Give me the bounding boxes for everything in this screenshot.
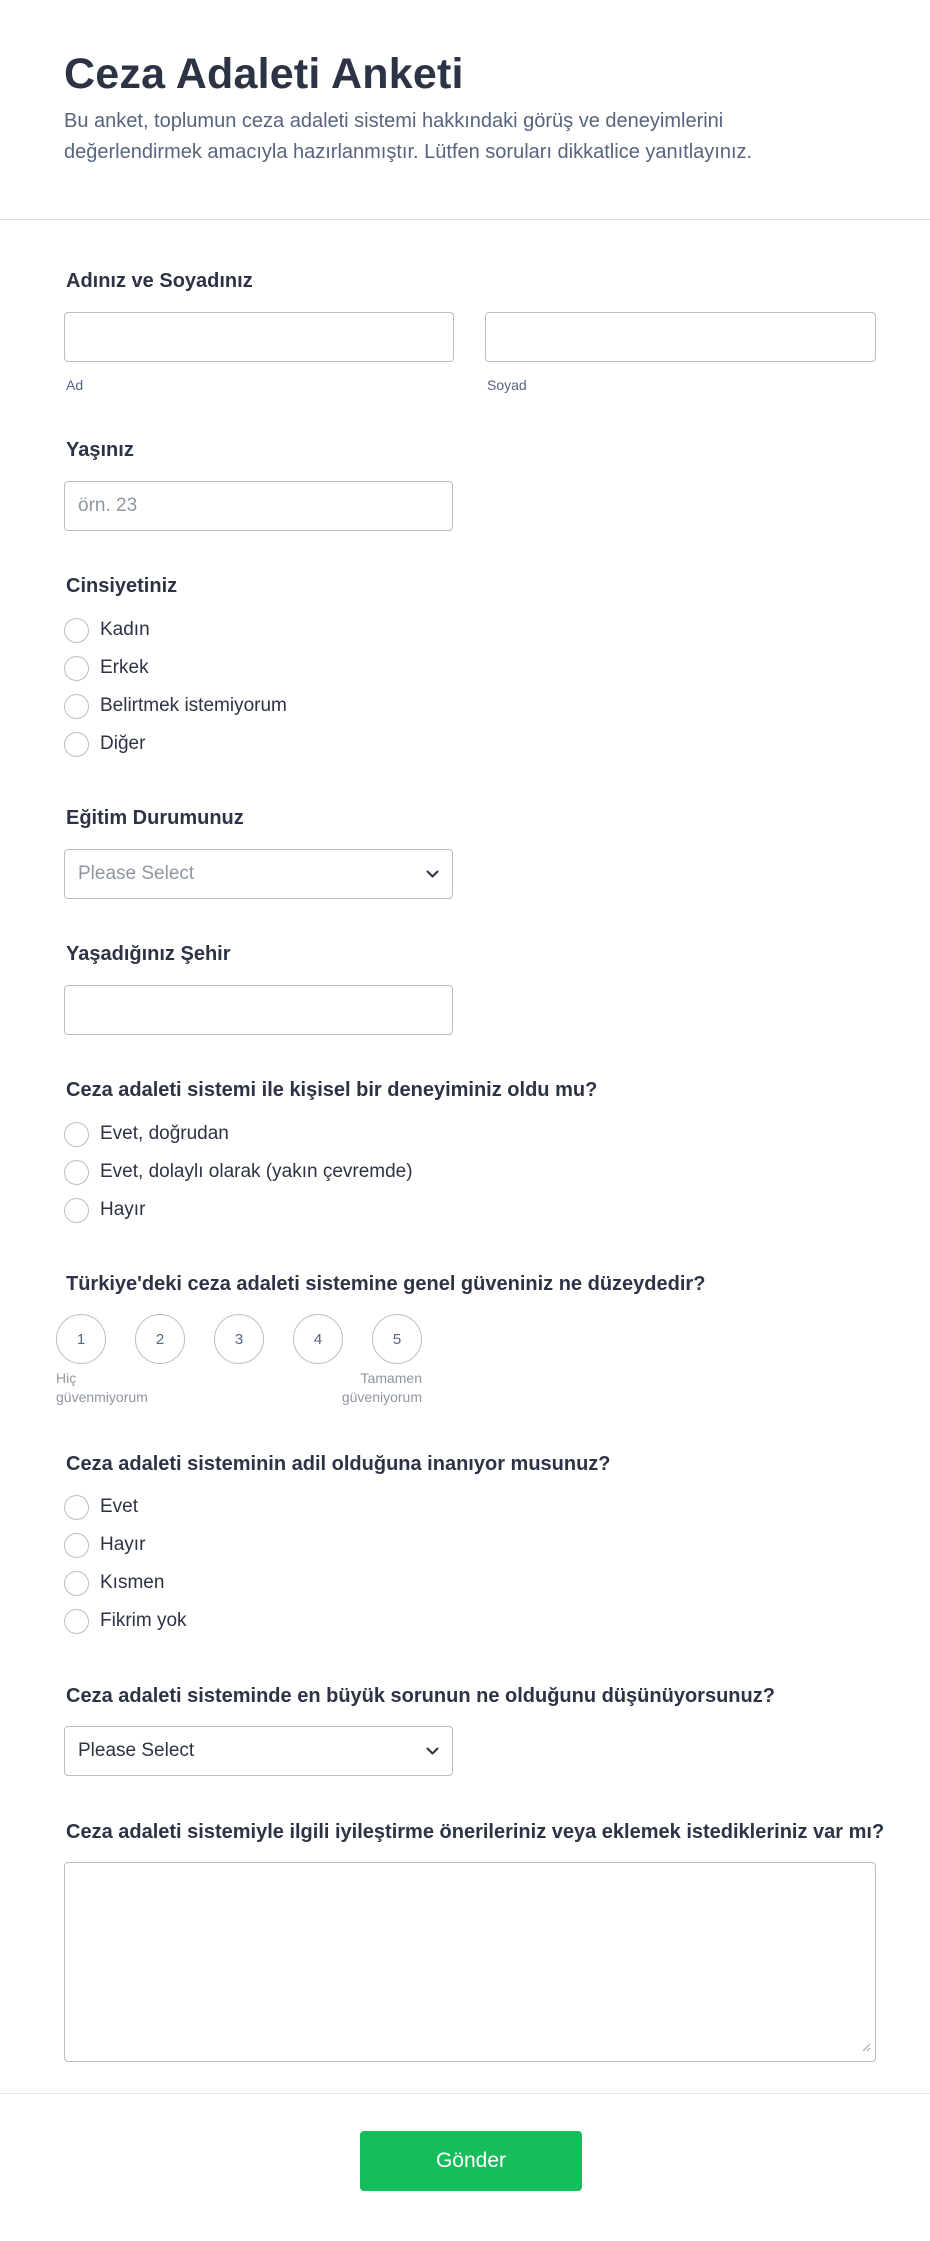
- city-input[interactable]: [64, 985, 453, 1035]
- rating-high-label-line: Tamamen: [360, 1370, 422, 1386]
- problem-question-label: Ceza adaleti sisteminde en büyük sorunun ne olduğunu düşünüyorsunuz?: [66, 1685, 775, 1707]
- radio-circle[interactable]: [64, 1533, 89, 1558]
- rating-3[interactable]: 3: [214, 1314, 264, 1364]
- age-input[interactable]: [64, 481, 453, 531]
- radio-circle[interactable]: [64, 656, 89, 681]
- fairness-option-fikrim-yok[interactable]: [64, 1608, 187, 1634]
- gender-option-belirtmek[interactable]: [64, 693, 287, 719]
- radio-label: Fikrim yok: [100, 1610, 187, 1631]
- problem-select[interactable]: [64, 1726, 453, 1776]
- fairness-question-label: Ceza adaleti sisteminin adil olduğuna inanıyor musunuz?: [66, 1453, 611, 1475]
- last-name-input[interactable]: [485, 312, 876, 362]
- radio-circle[interactable]: [64, 618, 89, 643]
- gender-option-erkek[interactable]: [64, 655, 149, 681]
- radio-circle[interactable]: [64, 1495, 89, 1520]
- radio-circle[interactable]: [64, 1122, 89, 1147]
- form-title: Ceza Adaleti Anketi: [64, 50, 464, 98]
- fairness-option-kismen[interactable]: [64, 1570, 164, 1596]
- rating-5[interactable]: 5: [372, 1314, 422, 1364]
- experience-option-no[interactable]: [64, 1197, 145, 1223]
- radio-circle[interactable]: [64, 732, 89, 757]
- age-question-label: Yaşınız: [66, 439, 134, 461]
- rating-high-label: [322, 1369, 422, 1407]
- first-name-sublabel: Ad: [66, 377, 84, 393]
- radio-label: Evet, doğrudan: [100, 1123, 229, 1144]
- last-name-sublabel: Soyad: [487, 377, 527, 393]
- radio-circle[interactable]: [64, 694, 89, 719]
- chevron-down-icon: [425, 867, 439, 881]
- rating-low-label: [56, 1369, 148, 1407]
- radio-label: Evet, dolaylı olarak (yakın çevremde): [100, 1161, 413, 1182]
- fairness-option-evet[interactable]: [64, 1494, 138, 1520]
- rating-4[interactable]: 4: [293, 1314, 343, 1364]
- chevron-down-icon: [425, 1744, 439, 1758]
- education-question-label: Eğitim Durumunuz: [66, 807, 244, 829]
- rating-high-label-line: güveniyorum: [341, 1389, 422, 1405]
- radio-circle[interactable]: [64, 1571, 89, 1596]
- radio-circle[interactable]: [64, 1198, 89, 1223]
- first-name-input[interactable]: [64, 312, 454, 362]
- rating-1[interactable]: 1: [56, 1314, 106, 1364]
- education-select-value: Please Select: [78, 863, 195, 884]
- radio-circle[interactable]: [64, 1609, 89, 1634]
- gender-question-label: Cinsiyetiniz: [66, 575, 178, 597]
- rating-low-label-line: güvenmiyorum: [56, 1389, 148, 1405]
- submit-button[interactable]: Gönder: [360, 2131, 582, 2191]
- resize-handle-icon[interactable]: [862, 2039, 871, 2057]
- city-question-label: Yaşadığınız Şehir: [66, 943, 231, 965]
- radio-label: Hayır: [100, 1199, 146, 1220]
- gender-option-kadin[interactable]: [64, 617, 150, 643]
- rating-low-label-line: Hiç: [56, 1370, 77, 1386]
- name-question-label: Adınız ve Soyadınız: [66, 270, 253, 292]
- rating-2[interactable]: 2: [135, 1314, 185, 1364]
- radio-label: Evet: [100, 1496, 139, 1517]
- form-description: Bu anket, toplumun ceza adaleti sistemi hakkındaki görüş ve deneyimlerini değerlendirmek amacıyla hazırlanmıştır. Lütfen soruları dikkatlice yanıtlayınız.: [64, 110, 753, 163]
- radio-label: Erkek: [100, 657, 149, 678]
- radio-label: Belirtmek istemiyorum: [100, 695, 287, 716]
- education-select[interactable]: [64, 849, 453, 899]
- radio-label: Hayır: [100, 1534, 146, 1555]
- radio-label: Kadın: [100, 619, 150, 640]
- form-header: [0, 0, 930, 220]
- problem-select-value: Please Select: [78, 1740, 195, 1761]
- experience-option-indirect[interactable]: [64, 1159, 413, 1185]
- suggestions-question-label: Ceza adaleti sistemiyle ilgili iyileştirme önerileriniz veya eklemek istedikleriniz var mı?: [66, 1821, 885, 1843]
- experience-question-label: Ceza adaleti sistemi ile kişisel bir deneyiminiz oldu mu?: [66, 1079, 598, 1101]
- trust-question-label: Türkiye'deki ceza adaleti sistemine genel güveniniz ne düzeydedir?: [66, 1273, 706, 1295]
- experience-option-direct[interactable]: [64, 1121, 229, 1147]
- radio-label: Kısmen: [100, 1572, 165, 1593]
- gender-option-diger[interactable]: [64, 731, 145, 757]
- radio-label: Diğer: [100, 733, 146, 754]
- fairness-option-hayir[interactable]: [64, 1532, 145, 1558]
- suggestions-textarea[interactable]: [64, 1862, 876, 2062]
- radio-circle[interactable]: [64, 1160, 89, 1185]
